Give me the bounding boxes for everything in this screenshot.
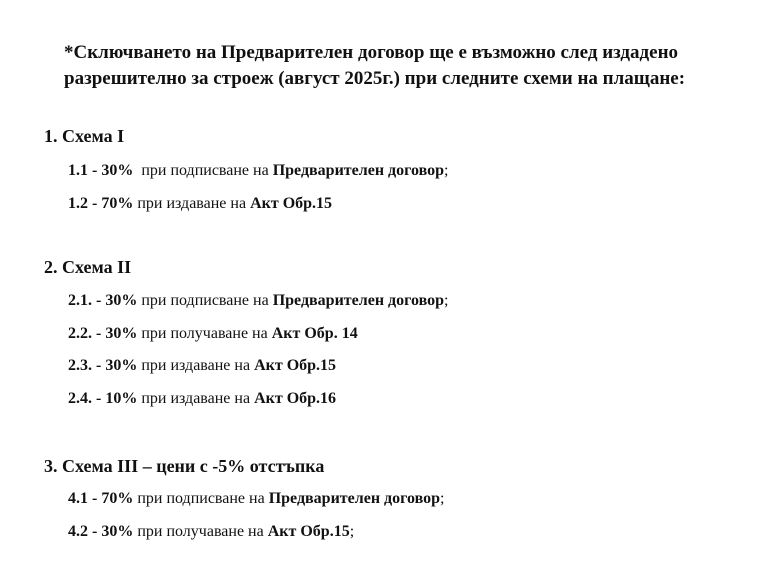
- item-text: при получаване на: [133, 523, 268, 540]
- item-text: при подписване на: [137, 292, 273, 309]
- scheme-1-item-1: [68, 162, 449, 180]
- item-number: 4.1 - 70%: [68, 490, 134, 507]
- scheme-1-item-2: [68, 195, 332, 213]
- item-document: Акт Обр.15: [254, 357, 337, 374]
- item-text: при издаване на: [137, 390, 255, 407]
- scheme-2-item-1: [68, 292, 449, 310]
- scheme-2-title: 2. Схема II: [44, 257, 132, 277]
- item-number: 2.4. - 10%: [68, 390, 138, 407]
- scheme-2-item-4: [68, 390, 336, 408]
- scheme-2-item-3: [68, 357, 336, 375]
- item-document: Акт Обр. 14: [271, 325, 358, 342]
- item-text: при подписване на: [133, 490, 269, 507]
- scheme-3-item-1: [68, 490, 445, 508]
- scheme-3-item-2: [68, 523, 354, 541]
- item-document: Акт Обр.16: [254, 390, 337, 407]
- item-text: при получаване на: [137, 325, 272, 342]
- item-text: при издаване на: [137, 357, 255, 374]
- item-tail: ;: [444, 292, 449, 309]
- item-number: 1.2 - 70%: [68, 195, 134, 212]
- intro-line-1: *Сключването на Предварителен договор ще е възможно след издадено: [64, 42, 679, 63]
- item-document: Акт Обр.15: [250, 195, 333, 212]
- item-text: при подписване на: [133, 162, 273, 179]
- item-number: 2.3. - 30%: [68, 357, 138, 374]
- item-tail: ;: [444, 162, 449, 179]
- item-number: 2.2. - 30%: [68, 325, 138, 342]
- item-document: Предварителен договор: [272, 162, 445, 179]
- scheme-1-title: 1. Схема I: [44, 126, 125, 146]
- item-number: 2.1. - 30%: [68, 292, 138, 309]
- intro-paragraph: [64, 40, 744, 92]
- item-number: 4.2 - 30%: [68, 523, 134, 540]
- scheme-3-title: 3. Схема III – цени с -5% отстъпка: [44, 456, 325, 476]
- item-number: 1.1 - 30%: [68, 162, 134, 179]
- item-tail: ;: [349, 523, 355, 540]
- item-tail: ;: [440, 490, 445, 507]
- item-text: при издаване на: [133, 195, 251, 212]
- item-document: Предварителен договор: [268, 490, 441, 507]
- intro-line-2: разрешително за строеж (август 2025г.) при следните схеми на плащане:: [64, 68, 686, 89]
- item-document: Акт Обр.15: [267, 523, 350, 540]
- scheme-2-item-2: [68, 325, 358, 343]
- item-document: Предварителен договор: [272, 292, 445, 309]
